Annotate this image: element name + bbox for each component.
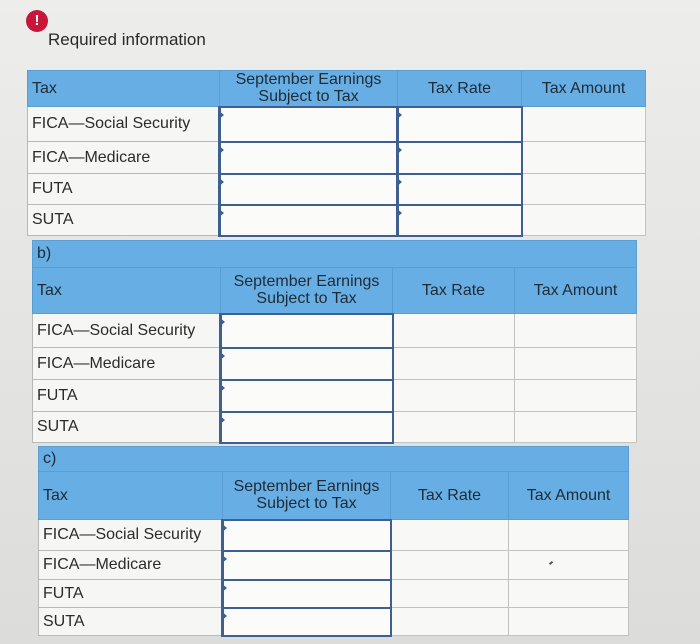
row-label-fica-medicare: FICA—Medicare (33, 348, 221, 380)
earnings-input[interactable] (220, 205, 398, 236)
row-label-suta: SUTA (33, 412, 221, 443)
tax-rate-input[interactable] (398, 142, 522, 174)
tax-rate-cell (391, 608, 509, 636)
table-row (33, 314, 637, 348)
table-row (28, 174, 646, 205)
tax-rate-cell (391, 520, 509, 551)
row-label-fica-social-security: FICA—Social Security (28, 107, 220, 142)
required-info-header (26, 10, 226, 50)
column-header-tax-rate: Tax Rate (393, 268, 515, 314)
table-row (28, 142, 646, 174)
earnings-input[interactable] (223, 551, 391, 580)
column-header-tax-amount: Tax Amount (522, 71, 646, 107)
tax-rate-cell (393, 380, 515, 412)
tax-amount-cell (522, 205, 646, 236)
tax-amount-cell (522, 142, 646, 174)
header-title: Required information (48, 30, 206, 49)
earnings-input[interactable] (223, 520, 391, 551)
tax-table-c (38, 446, 629, 637)
tax-rate-cell (391, 551, 509, 580)
table-row (39, 608, 629, 636)
earnings-input[interactable] (220, 174, 398, 205)
column-header-earnings: September Earnings Subject to Tax (220, 71, 398, 107)
header-row (28, 71, 646, 107)
tax-amount-cell (522, 174, 646, 205)
earnings-input[interactable] (220, 142, 398, 174)
tax-table-b (32, 240, 637, 444)
section-label-c: c) (39, 447, 629, 472)
tax-amount-cell (509, 608, 629, 636)
column-header-tax-amount: Tax Amount (509, 472, 629, 520)
row-label-fica-social-security: FICA—Social Security (39, 520, 223, 551)
tax-rate-input[interactable] (398, 205, 522, 236)
tax-rate-input[interactable] (398, 174, 522, 205)
row-label-futa: FUTA (28, 174, 220, 205)
tax-rate-cell (393, 348, 515, 380)
column-header-tax-rate: Tax Rate (398, 71, 522, 107)
table-row (39, 580, 629, 608)
table-row (28, 205, 646, 236)
tax-amount-cell (522, 107, 646, 142)
row-label-suta: SUTA (39, 608, 223, 636)
tax-table-a (27, 70, 646, 237)
earnings-input[interactable] (223, 580, 391, 608)
table-row (33, 380, 637, 412)
column-header-tax: Tax (39, 472, 223, 520)
tax-amount-cell (515, 412, 637, 443)
column-header-earnings: September Earnings Subject to Tax (221, 268, 393, 314)
tax-amount-cell (515, 314, 637, 348)
tax-amount-cell (509, 520, 629, 551)
earnings-input[interactable] (221, 412, 393, 443)
tax-amount-cell (509, 580, 629, 608)
row-label-fica-social-security: FICA—Social Security (33, 314, 221, 348)
table-row (33, 348, 637, 380)
table-row (28, 107, 646, 142)
row-label-futa: FUTA (33, 380, 221, 412)
earnings-input[interactable] (221, 314, 393, 348)
tax-amount-cell (515, 380, 637, 412)
row-label-fica-medicare: FICA—Medicare (39, 551, 223, 580)
section-label-b: b) (33, 241, 637, 268)
column-header-tax: Tax (28, 71, 220, 107)
row-label-futa: FUTA (39, 580, 223, 608)
tax-amount-cell (509, 551, 629, 580)
table-row (39, 520, 629, 551)
tax-rate-input[interactable] (398, 107, 522, 142)
header-row (33, 268, 637, 314)
tax-rate-cell (391, 580, 509, 608)
header-row (39, 472, 629, 520)
column-header-tax-rate: Tax Rate (391, 472, 509, 520)
earnings-input[interactable] (220, 107, 398, 142)
tax-rate-cell (393, 314, 515, 348)
row-label-fica-medicare: FICA—Medicare (28, 142, 220, 174)
row-label-suta: SUTA (28, 205, 220, 236)
earnings-input[interactable] (221, 380, 393, 412)
table-row (33, 412, 637, 443)
earnings-input[interactable] (221, 348, 393, 380)
section-label-row (33, 241, 637, 268)
tax-rate-cell (393, 412, 515, 443)
column-header-earnings: September Earnings Subject to Tax (223, 472, 391, 520)
section-label-row (39, 447, 629, 472)
exclamation-circle-icon: ! (26, 10, 48, 32)
table-row (39, 551, 629, 580)
earnings-input[interactable] (223, 608, 391, 636)
column-header-tax: Tax (33, 268, 221, 314)
column-header-tax-amount: Tax Amount (515, 268, 637, 314)
tax-amount-cell (515, 348, 637, 380)
